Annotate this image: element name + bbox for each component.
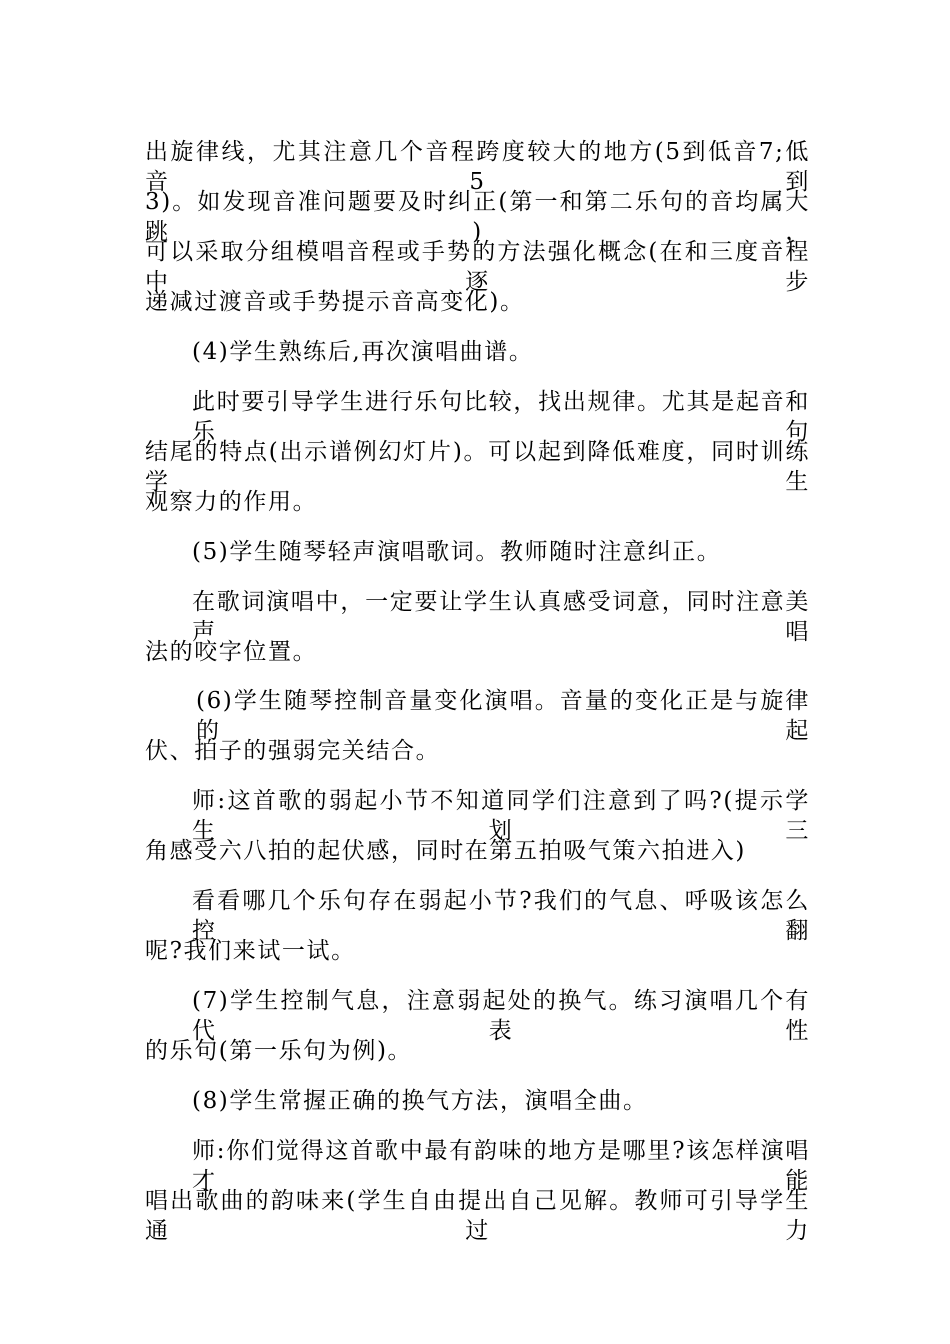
text-line: 唱出歌曲的韵味来(学生自由提出自己见解。教师可引导学生通过力 — [145, 1188, 810, 1244]
text-line: 的乐句(第一乐句为例)。 — [145, 1038, 413, 1064]
text-line: 师:这首歌的弱起小节不知道同学们注意到了吗?(提示学生划三 — [192, 788, 810, 844]
text-line: (7)学生控制气息，注意弱起处的换气。练习演唱几个有代表性 — [192, 988, 810, 1044]
text-line: 出旋律线，尤其注意几个音程跨度较大的地方(5到低音7;低音5到 — [145, 139, 810, 195]
text-line: (4)学生熟练后,再次演唱曲谱。 — [192, 339, 534, 365]
text-line: 伏、拍子的强弱完关结合。 — [145, 738, 441, 764]
text-line: 可以采取分组模唱音程或手势的方法强化概念(在和三度音程中逐步 — [145, 239, 810, 295]
text-line: (5)学生随琴轻声演唱歌词。教师随时注意纠正。 — [192, 539, 722, 565]
text-line: 在歌词演唱中，一定要让学生认真感受词意，同时注意美声唱 — [192, 589, 810, 645]
text-line: 呢?我们来试一试。 — [145, 938, 356, 964]
text-line: 法的咬字位置。 — [145, 639, 318, 665]
text-line: (6)学生随琴控制音量变化演唱。音量的变化正是与旋律的起 — [196, 688, 810, 744]
text-line: 递减过渡音或手势提示音高变化)。 — [145, 289, 525, 315]
text-line: 结尾的特点(出示谱例幻灯片)。可以起到降低难度，同时训练学生 — [145, 439, 810, 495]
text-line: (8)学生常握正确的换气方法，演唱全曲。 — [192, 1088, 648, 1114]
text-line: 3)。如发现音准问题要及时纠正(第一和第二乐句的音均属大跳)， — [145, 189, 810, 245]
text-line: 观察力的作用。 — [145, 489, 318, 515]
text-line: 看看哪几个乐句存在弱起小节?我们的气息、呼吸该怎么控翻 — [192, 888, 810, 944]
text-line: 角感受六八拍的起伏感，同时在第五拍吸气策六拍进入) — [145, 838, 746, 864]
text-line: 师:你们觉得这首歌中最有韵味的地方是哪里?该怎样演唱才能 — [192, 1138, 810, 1194]
text-line: 此时要引导学生进行乐句比较，找出规律。尤其是起音和乐句 — [192, 389, 810, 445]
